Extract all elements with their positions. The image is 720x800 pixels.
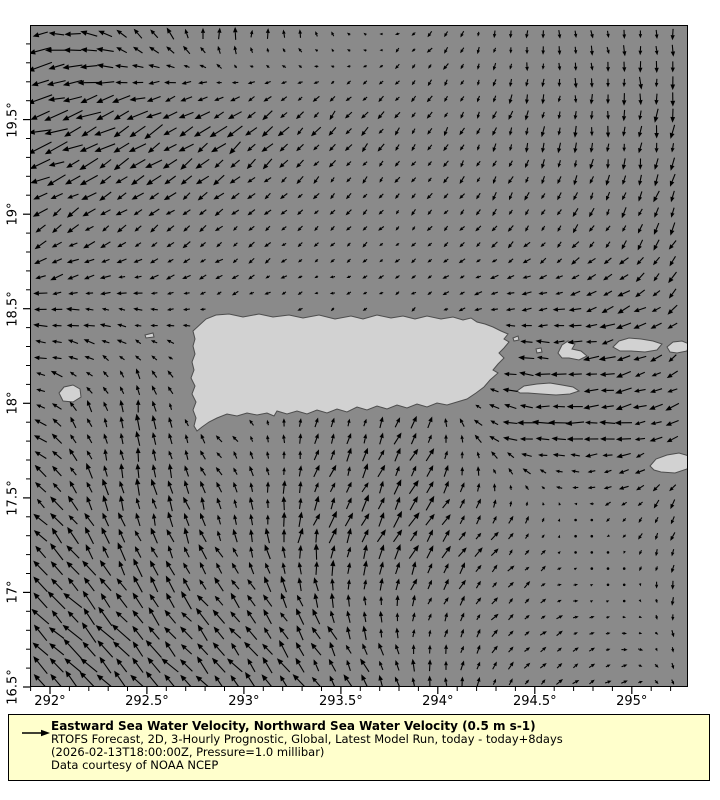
legend-credit-line: Data courtesy of NOAA NCEP	[51, 757, 219, 772]
island-st-croix	[650, 453, 687, 473]
island-desecheo	[145, 333, 154, 338]
legend-title: Eastward Sea Water Velocity, Northward Sea Water Velocity (0.5 m s-1)	[51, 719, 536, 733]
y-tick-label: 18°	[5, 391, 21, 415]
x-tick-label: 295°	[616, 694, 648, 709]
island-vieques	[517, 383, 579, 395]
island-cay-icacos	[513, 336, 519, 341]
island-puerto-rico	[191, 314, 509, 431]
y-tick-label: 19°	[5, 202, 21, 226]
x-tick-label: 292.5°	[125, 694, 169, 709]
legend-time-pressure-line: (2026-02-13T18:00:00Z, Pressure=1.0 millibar)	[51, 744, 325, 759]
island-cay-east	[536, 348, 542, 353]
island-mona	[59, 385, 81, 402]
island-st-thomas	[613, 338, 662, 352]
x-tick-label: 293.5°	[319, 694, 363, 709]
vector-field-map	[31, 26, 687, 686]
legend-box	[8, 714, 710, 781]
x-tick-label: 293°	[228, 694, 260, 709]
x-tick-label: 294.5°	[512, 694, 557, 709]
x-tick-label: 292°	[34, 694, 66, 709]
y-tick-label: 18.5°	[5, 290, 21, 327]
y-tick-label: 17°	[5, 580, 21, 604]
y-tick-label: 16.5°	[5, 669, 21, 705]
legend-dataset-line: RTOFS Forecast, 2D, 3-Hourly Prognostic, Global, Latest Model Run, today - today+8days	[51, 732, 563, 746]
y-tick-label: 19.5°	[5, 101, 21, 138]
island-st-john	[667, 341, 687, 353]
map-frame	[30, 25, 688, 687]
y-tick-label: 17.5°	[5, 480, 21, 516]
x-tick-label: 294°	[422, 694, 454, 709]
reference-arrow-icon	[21, 728, 51, 738]
